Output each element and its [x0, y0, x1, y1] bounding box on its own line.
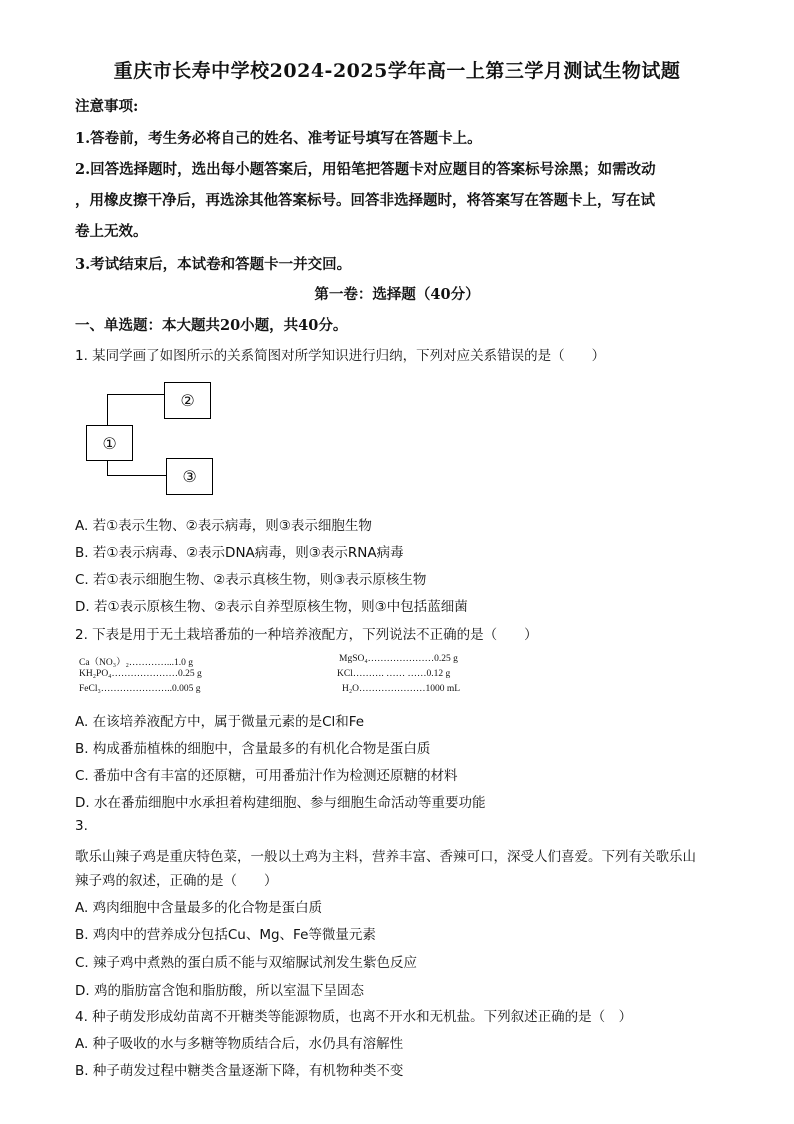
q1-stem: 1. 某同学画了如图所示的关系简图对所学知识进行归纳，下列对应关系错误的是（ ）: [75, 348, 606, 364]
q4-stem: 4. 种子萌发形成幼苗离不开糖类等能源物质，也离不开水和无机盐。下列叙述正确的是（ ）: [75, 1009, 633, 1025]
recipe-h2o: H₂O…………………1000 mL: [342, 684, 461, 694]
q3-stem-line-2: 辣子鸡的叙述，正确的是（ ）: [75, 873, 278, 889]
diagram-box-1: ①: [86, 425, 133, 461]
diagram-box-2: ②: [164, 382, 211, 419]
notice-item-2-line-3: 卷上无效。: [75, 223, 148, 240]
recipe-kh2po4: KH₂PO₄…………………0.25 g: [79, 669, 202, 679]
q4-option-a: A. 种子吸收的水与多糖等物质结合后，水仍具有溶解性: [75, 1036, 404, 1052]
notice-item-3: 3.考试结束后，本试卷和答题卡一并交回。: [75, 256, 352, 273]
section1-title: 一、单选题：本大题共20小题，共40分。: [75, 317, 348, 334]
q1-relation-diagram: [86, 382, 216, 496]
q1-option-b: B. 若①表示病毒、②表示DNA病毒，则③表示RNA病毒: [75, 545, 404, 561]
recipe-kcl: KCl………. …… ……0.12 g: [337, 669, 451, 679]
recipe-fecl3: FeCl₃…………………..0.005 g: [79, 684, 201, 694]
q1-option-d: D. 若①表示原核生物、②表示自养型原核生物，则③中包括蓝细菌: [75, 599, 468, 615]
q3-stem-line-1: 歌乐山辣子鸡是重庆特色菜，一般以土鸡为主料，营养丰富、香辣可口，深受人们喜爱。下列有关歌乐山: [75, 849, 696, 865]
q2-option-c: C. 番茄中含有丰富的还原糖，可用番茄汁作为检测还原糖的材料: [75, 768, 458, 784]
q4-option-b: B. 种子萌发过程中糖类含量逐渐下降，有机物种类不变: [75, 1063, 404, 1079]
diagram-connector: [107, 475, 167, 476]
q3-number: 3.: [75, 818, 88, 834]
notice-heading: 注意事项:: [75, 98, 139, 115]
recipe-mgso4: MgSO₄…………………0.25 g: [339, 654, 458, 664]
notice-item-2-line-1: 2.回答选择题时，选出每小题答案后，用铅笔把答题卡对应题目的答案标号涂黑；如需改动: [75, 161, 656, 178]
q2-option-d: D. 水在番茄细胞中水承担着构建细胞、参与细胞生命活动等重要功能: [75, 795, 486, 811]
part1-title: 第一卷：选择题（40分）: [314, 286, 480, 303]
diagram-box-3: ③: [166, 458, 213, 495]
recipe-ca-no3: Ca（NO₃）₂…………...1.0 g: [79, 658, 194, 668]
diagram-connector: [107, 394, 165, 395]
q2-stem: 2. 下表是用于无土栽培番茄的一种培养液配方，下列说法不正确的是（ ）: [75, 627, 538, 643]
q3-option-a: A. 鸡肉细胞中含量最多的化合物是蛋白质: [75, 900, 323, 916]
q1-option-a: A. 若①表示生物、②表示病毒，则③表示细胞生物: [75, 518, 372, 534]
q1-option-c: C. 若①表示细胞生物、②表示真核生物，则③表示原核生物: [75, 572, 427, 588]
notice-item-1: 1.答卷前，考生务必将自己的姓名、准考证号填写在答题卡上。: [75, 130, 482, 147]
q3-option-c: C. 辣子鸡中煮熟的蛋白质不能与双缩脲试剂发生紫色反应: [75, 955, 418, 971]
q3-option-d: D. 鸡的脂肪富含饱和脂肪酸，所以室温下呈固态: [75, 983, 364, 999]
q2-option-b: B. 构成番茄植株的细胞中，含量最多的有机化合物是蛋白质: [75, 741, 431, 757]
q2-option-a: A. 在该培养液配方中，属于微量元素的是Cl和Fe: [75, 714, 365, 730]
exam-title: 重庆市长寿中学校2024-2025学年高一上第三学月测试生物试题: [113, 60, 681, 82]
q3-option-b: B. 鸡肉中的营养成分包括Cu、Mg、Fe等微量元素: [75, 927, 376, 943]
notice-item-2-line-2: ，用橡皮擦干净后，再选涂其他答案标号。回答非选择题时，将答案写在答题卡上，写在试: [75, 192, 655, 209]
